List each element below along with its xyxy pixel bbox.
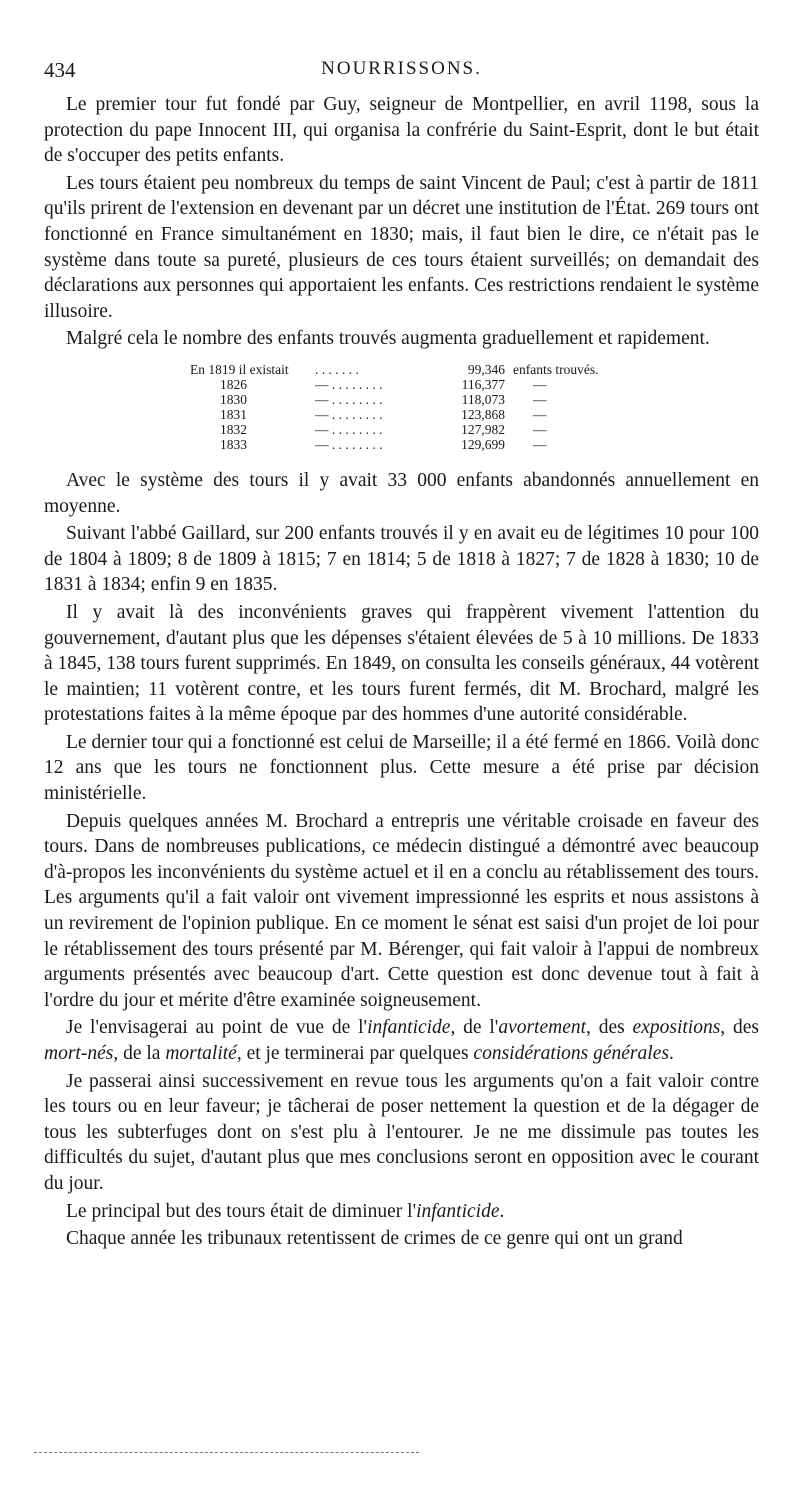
italic-term: mort-nés [44,1043,114,1064]
table-row [190,362,759,377]
italic-term: infanticide [367,1017,451,1039]
page-number: 434 [44,58,76,82]
paragraph: Le premier tour fut fondé par Guy, seigneur de Montpellier, en avril 1198, sous la protection du pape Innocent III, qui organisa la confrérie du Saint-Esprit, dont le but était de s'occuper des petits enfants. [44,94,759,167]
stat-year: 1832 [220,421,247,437]
stat-value: 116,377 [461,376,505,392]
paragraph-last-line: Chaque année les tribunaux retentissent de crimes de ce genre qui ont un grand [66,1228,683,1250]
table-row [190,392,759,407]
paragraph: Le dernier tour qui a fonctionné est celui de Marseille; il a été fermé en 1866. Voilà donc 12 ans que les tours ne fonctionnent plus. Cette mesure a été prise par décision ministérielle. [44,731,759,805]
italic-term: considérations générales [473,1043,669,1064]
stat-leader: — . . . . . . . . [315,391,383,407]
table-row [190,377,759,392]
stat-unit: enfants trouvés. [513,361,599,377]
paragraph: Suivant l'abbé Gaillard, sur 200 enfants trouvés il y en avait eu de légitimes 10 pour 100 de 1804 à 1809; 8 de 1809 à 1815; 7 en 1814; 5 de 1818 à 1827; 7 de 1828 à 1830; 10 de 1831 à 1834; enfin 9 en 1835. [44,523,759,596]
stat-leader: — . . . . . . . . [315,436,383,452]
stat-leader: — . . . . . . . . [315,406,383,422]
italic-term: avortement [498,1017,587,1039]
stat-year: En 1819 il existait [190,361,289,377]
stat-leader: . . . . . . . [315,361,359,377]
paragraph: Depuis quelques années M. Brochard a entrepris une véritable croisade en faveur des tours. Dans de nombreuses publications, ce médecin distingué a démontré avec beaucoup d'à-propos les inconvénients du système actuel et il en a conclu au rétablissement des tours. Les arguments qu'il a fait valoir ont vivement impressionné les esprits et nous assistons à un revirement de l'opinion publique. En ce moment le sénat est saisi d'un projet de loi pour le rétablissement des tours présenté par M. Bérenger, qui fait valoir à l'appui de nombreux arguments présentés avec beaucoup d'art. Cette question est donc devenue tout à fait à l'ordre du jour et mérite d'être examinée soigneusement. [44,810,759,1011]
stat-leader: — . . . . . . . . [315,376,383,392]
paragraph: Avec le système des tours il y avait 33 000 enfants abandonnés annuellement en moyenne. [44,469,759,517]
page-header [44,58,759,86]
stat-value: 123,868 [461,406,505,422]
italic-term: mortalité [165,1043,237,1064]
stat-unit: — [533,376,547,392]
paragraph: Il y avait là des inconvénients graves qui frappèrent vivement l'attention du gouvernement, d'autant plus que les dépenses s'étaient élevées de 5 à 10 millions. De 1833 à 1845, 138 tours furent supprimés. En 1849, on consulta les conseils généraux, 44 votèrent le maintien; 11 votèrent contre, et les tours furent fermés, dit M. Brochard, malgré les protestations faites à la même époque par des hommes d'une autorité considérable. [44,601,759,726]
table-row [190,407,759,422]
paragraph: Les tours étaient peu nombreux du temps de saint Vincent de Paul; c'est à partir de 1811 qu'ils prirent de l'extension en devenant par un décret une institution de l'État. 269 tours ont fonctionné en France simultanément en 1830; mais, il faut bien le dire, ce n'était pas le système dans toute sa pureté, plusieurs de ces tours étaient surveillés; on demandait des déclarations aux personnes qui apportaient les enfants. Ces restrictions rendaient le système illusoire. [44,172,759,322]
stat-unit: — [533,391,547,407]
stat-year: 1830 [220,391,247,407]
stat-year: 1826 [220,376,247,392]
stat-leader: — . . . . . . . . [315,421,383,437]
stat-value: 127,982 [461,421,505,437]
stat-value: 118,073 [461,391,505,407]
stat-unit: — [533,421,547,437]
statistics-table [190,362,759,452]
running-title: NOURRISSONS. [321,58,482,79]
table-row [190,422,759,437]
stat-year: 1831 [220,406,247,422]
stat-year: 1833 [220,436,247,452]
paragraph: Malgré cela le nombre des enfants trouvés augmenta graduellement et rapidement. [66,328,710,350]
italic-term: expositions [632,1017,721,1039]
stat-value: 99,346 [467,361,505,377]
paragraph-with-italics: Je l'envisagerai au point de vue de l'infanticide, de l'avortement, des expositions, des mort-nés, de la mortalité, et je terminerai par quelques considérations générales. [44,1017,759,1064]
stat-unit: — [533,406,547,422]
body-text [44,92,759,1252]
footer-divider [34,1452,419,1453]
italic-term: infanticide [416,1200,500,1222]
table-row [190,437,759,452]
stat-unit: — [533,436,547,452]
stat-value: 129,699 [461,436,505,452]
paragraph-with-italics: Le principal but des tours était de diminuer l'infanticide. [66,1200,505,1222]
paragraph: Je passerai ainsi successivement en revue tous les arguments qu'on a fait valoir contre les tours ou en leur faveur; je tâcherai de poser nettement la question et de la dégager de tous les subterfuges dont on s'est plu à l'entourer. Je ne me dissimule pas toutes les difficultés du sujet, d'autant plus que mes conclusions seront en opposition avec le courant du jour. [44,1070,759,1194]
